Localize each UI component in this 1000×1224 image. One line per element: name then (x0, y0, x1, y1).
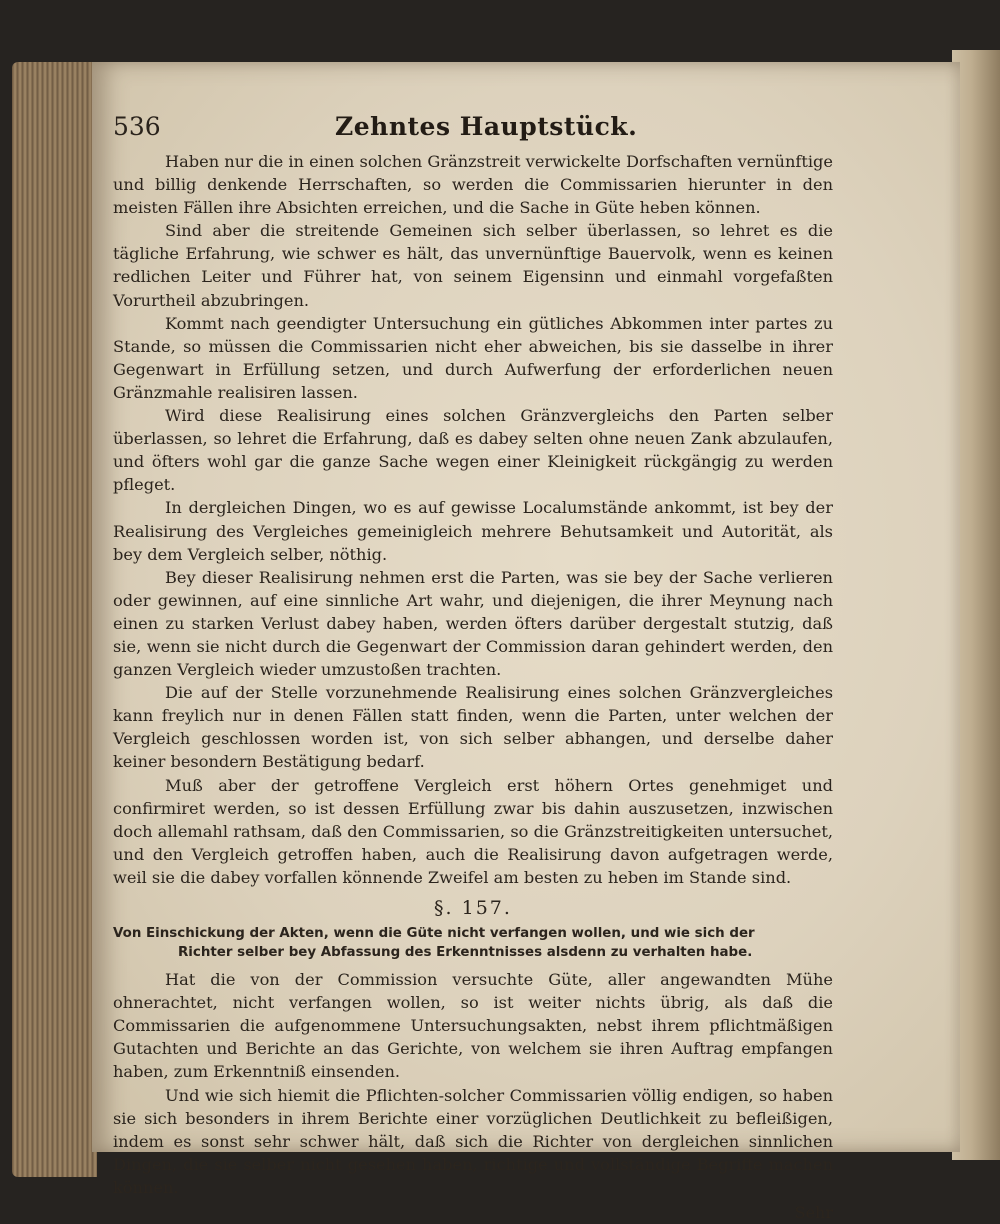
section-heading (113, 924, 833, 962)
paragraph: Kommt nach geendigter Untersuchung ein gütliches Abkommen inter partes zu Stande, so müssen die Commissarien nicht eher abweichen, bis sie dasselbe in ihrer Gegenwart in Erfüllung setzen, und durch Aufwerfung der erforderlichen neuen Gränzmahle realisiren lassen. (113, 313, 833, 402)
book-edge-left (12, 62, 97, 1177)
catchword: Sehr (794, 1203, 833, 1223)
paragraph: Sind aber die streitende Gemeinen sich selber überlassen, so lehret es die tägliche Erfahrung, wie schwer es hält, das unvernünftige Bauervolk, wenn es keinen redlichen Leiter und Führer hat, von seinem Eigensinn und einmahl vorgefaßten Vorurtheil abzubringen. (113, 221, 833, 310)
body-text (113, 150, 833, 1224)
page-number: 536 (113, 112, 161, 141)
section-number: §. 157. (434, 897, 512, 919)
paragraph: Muß aber der getroffene Vergleich erst höhern Ortes genehmiget und confirmiret werden, so ist dessen Erfüllung zwar bis dahin auszusetzen, inzwischen doch allemahl rathsam, daß den Commissarien, so die Gränzstreitigkeiten untersuchet, und den Vergleich getroffen haben, auch die Realisirung davon aufgetragen werde, weil sie die dabey vorfallen könnende Zweifel am besten zu heben im Stande sind. (113, 775, 833, 887)
paragraph: Hat die von der Commission versuchte Güte, aller angewandten Mühe ohnerachtet, nicht verfangen wollen, so ist weiter nichts übrig, als daß die Commissarien die aufgenommene Untersuchungsakten, nebst ihrem pflichtmäßigen Gutachten und Berichte an das Gerichte, von welchem sie ihren Auftrag empfangen haben, zum Erkenntniß einsenden. (113, 970, 833, 1082)
paragraph: Haben nur die in einen solchen Gränzstreit verwickelte Dorfschaften vernünftige und billig denkende Herrschaften, so werden die Commissarien hierunter in den meisten Fällen ihre Absichten erreichen, und die Sache in Güte heben können. (113, 152, 833, 218)
paragraph: In dergleichen Dingen, wo es auf gewisse Localumstände ankommt, ist bey der Realisirung des Vergleiches gemeinigleich mehrere Behutsamkeit und Autorität, als bey dem Vergleich selber, nöthig. (113, 498, 833, 564)
page-header (113, 112, 713, 148)
paragraph: Bey dieser Realisirung nehmen erst die Parten, was sie bey der Sache verlieren oder gewinnen, auf eine sinnliche Art wahr, und diejenigen, die ihrer Meynung nach einen zu starken Verlust dabey haben, werden öfters darüber dergestalt stutzig, daß sie, wenn sie nicht durch die Gegenwart der Commission daran gehindert werden, den ganzen Vergleich wieder umzustoßen trachten. (113, 567, 833, 680)
paragraph: Wird diese Realisirung eines solchen Gränzvergleichs den Parten selber überlassen, so lehret die Erfahrung, daß es dabey selten ohne neuen Zank abzulaufen, und öfters wohl gar die ganze Sache wegen einer Kleinigkeit rückgängig zu werden pfleget. (113, 406, 833, 495)
section-heading-line2: Richter selber bey Abfassung des Erkenntnisses alsdenn zu verhalten habe. (178, 945, 753, 961)
section-heading-line1: Von Einschickung der Akten, wenn die Güte nicht verfangen wollen, und wie sich der (113, 926, 755, 942)
paragraph: Und wie sich hiemit die Pflichten-solcher Commissarien völlig endigen, so haben sie sich besonders in ihrem Berichte einer vorzüglichen Deutlichkeit zu befleißigen, indem es sonst sehr schwer hält, daß sich die Richter von dergleichen sinnlichen Dingen, die sie selber nicht gesehen haben, richtige und vollständige Begriffe machen können. (113, 1085, 833, 1197)
paragraph: Die auf der Stelle vorzunehmende Realisirung eines solchen Gränzvergleiches kann freylich nur in denen Fällen statt finden, wenn die Parten, unter welchen der Vergleich geschlossen worden ist, von sich selber abhangen, und derselbe daher keiner besondern Bestätigung bedarf. (113, 683, 833, 772)
running-head: Zehntes Hauptstück. (335, 112, 638, 141)
